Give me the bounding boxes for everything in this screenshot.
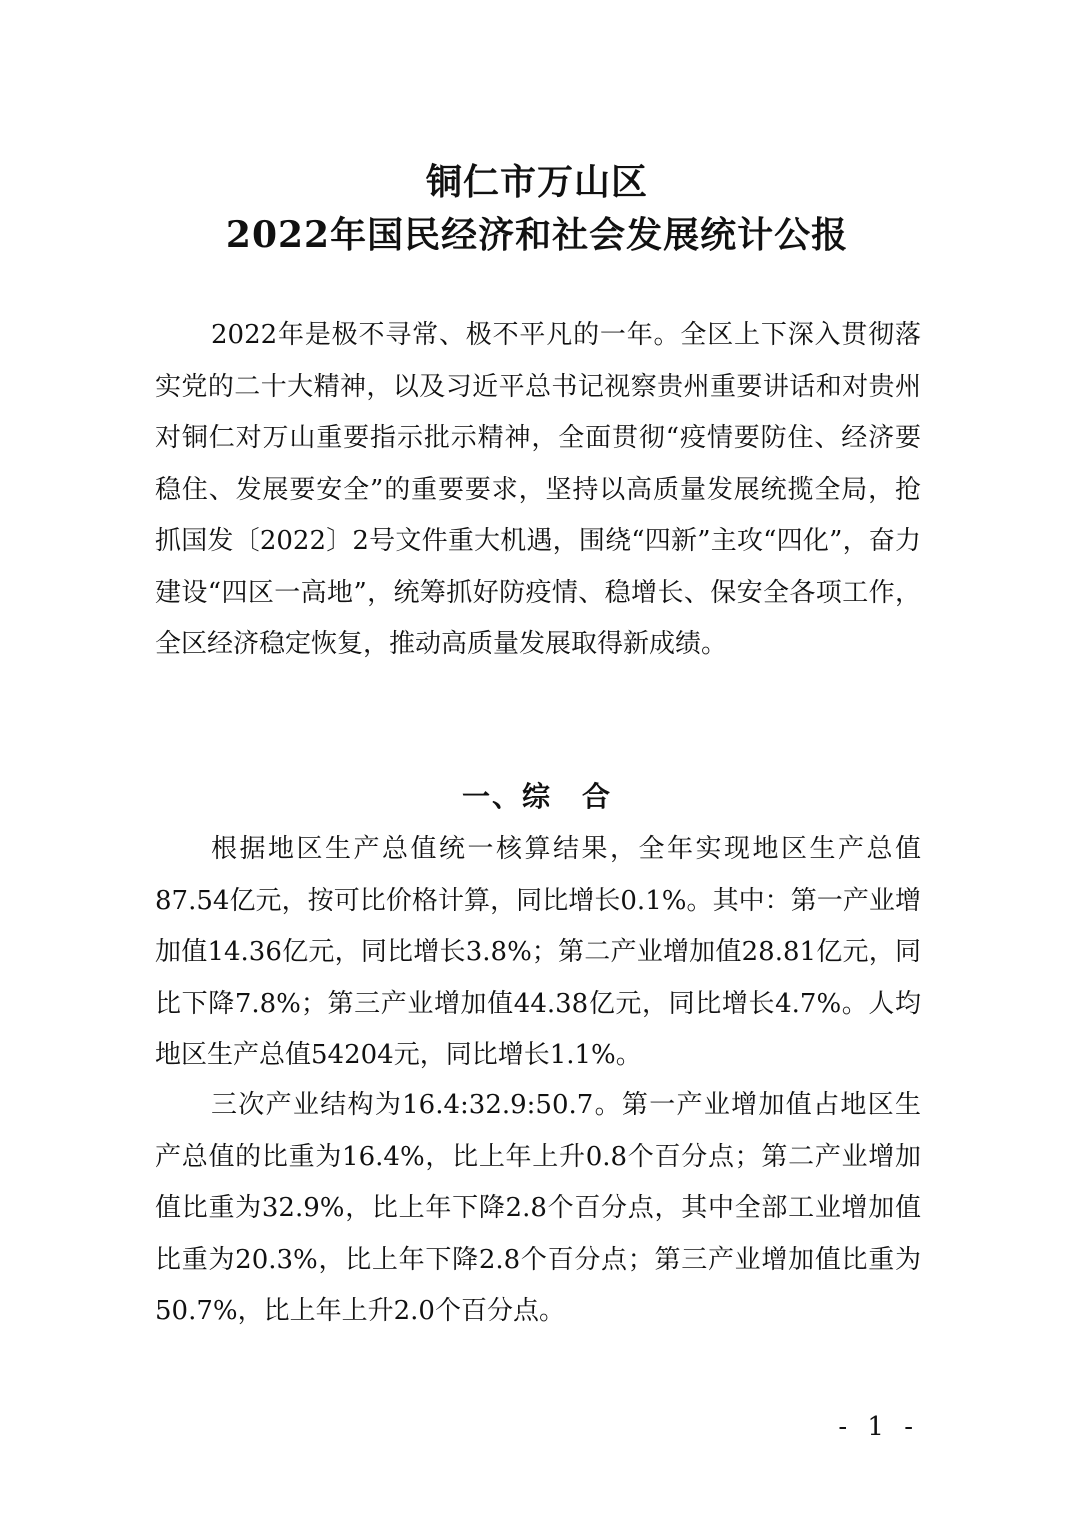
document-title-line2: 2022年国民经济和社会发展统计公报 — [225, 214, 849, 256]
intro-paragraph: 2022年是极不寻常、极不平凡的一年。全区上下深入贯彻落实党的二十大精神，以及习近平总书记视察贵州重要讲话和对贵州对铜仁对万山重要指示批示精神，全面贯彻“疫情要防住、经济要稳住、发展要安全”的重要要求，坚持以高质量发展统揽全局，抢抓国发〔2022〕2号文件重大机遇，围绕“四新”主攻“四化”，奋力建设“四区一高地”，统筹抓好防疫情、稳增长、保安全各项工作，全区经济稳定恢复，推动高质量发展取得新成绩。 — [155, 320, 921, 659]
document-title-line1: 铜仁市万山区 — [425, 161, 648, 203]
industry-structure-paragraph: 三次产业结构为16.4:32.9:50.7。第一产业增加值占地区生产总值的比重为16.4%，比上年上升0.8个百分点；第二产业增加值比重为32.9%，比上年下降2.8个百分点，其中全部工业增加值比重为20.3%，比上年下降2.8个百分点；第三产业增加值比重为50.7%，比上年上升2.0个百分点。 — [155, 1090, 921, 1326]
section-heading-general: 一、综 合 — [461, 780, 612, 813]
gdp-paragraph: 根据地区生产总值统一核算结果，全年实现地区生产总值87.54亿元，按可比价格计算，同比增长0.1%。其中：第一产业增加值14.36亿元，同比增长3.8%；第二产业增加值28.81亿元，同比下降7.8%；第三产业增加值44.38亿元，同比增长4.7%。人均地区生产总值54204元，同比增长1.1%。 — [155, 834, 921, 1070]
page-number: - 1 - — [838, 1412, 919, 1442]
